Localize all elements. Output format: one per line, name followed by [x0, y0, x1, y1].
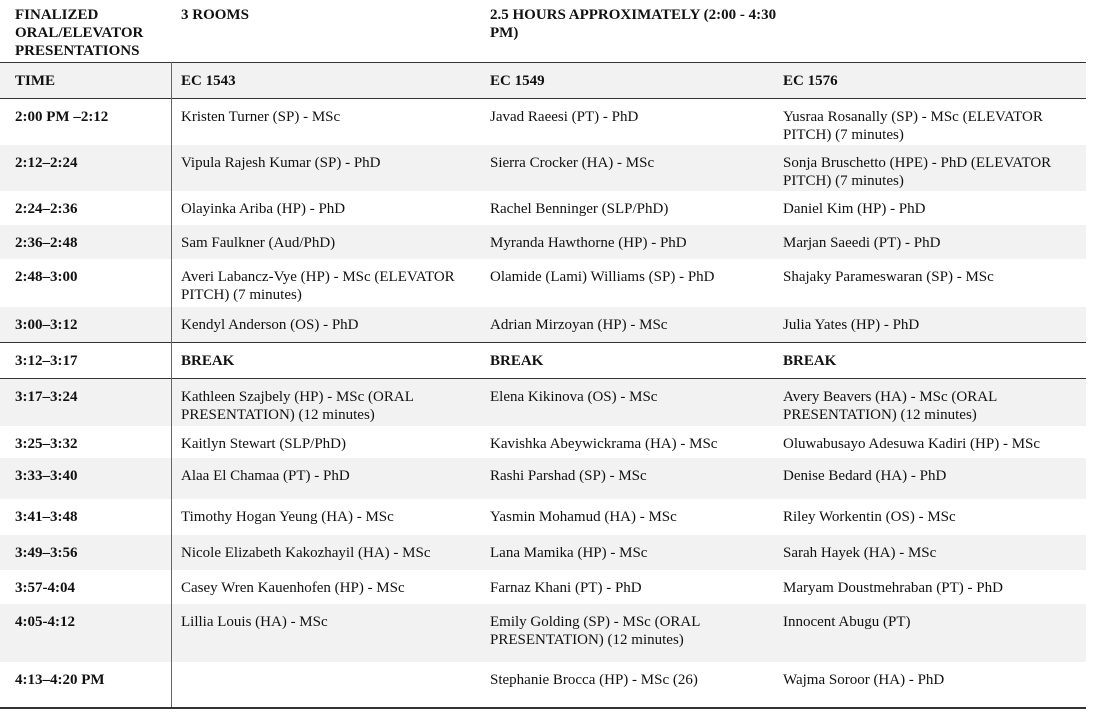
header-room-1: EC 1543: [181, 73, 236, 89]
room-3-cell: Riley Workentin (OS) - MSc: [783, 509, 956, 525]
table-row: [0, 535, 1086, 570]
room-3-cell: Sonja Bruschetto (HPE) - PhD (ELEVATOR PITCH) (7 minutes): [783, 155, 1052, 189]
table-row: [0, 499, 1086, 535]
table-row: [0, 604, 1086, 662]
room-3-cell: Denise Bedard (HA) - PhD: [783, 468, 947, 484]
table-row: [0, 342, 1086, 378]
time-cell: 3:00–3:12: [15, 317, 78, 333]
room-2-cell: Rachel Benninger (SLP/PhD): [490, 201, 669, 217]
column-divider: [171, 62, 172, 708]
header-room-3: EC 1576: [783, 73, 838, 89]
time-cell: 3:33–3:40: [15, 468, 78, 484]
room-3-cell: Daniel Kim (HP) - PhD: [783, 201, 926, 217]
room-1-cell: Averi Labancz-Vye (HP) - MSc (ELEVATOR PITCH) (7 minutes): [181, 269, 455, 303]
room-3-cell: Sarah Hayek (HA) - MSc: [783, 545, 937, 561]
room-1-cell: Casey Wren Kauenhofen (HP) - MSc: [181, 580, 405, 596]
room-3-cell: Oluwabusayo Adesuwa Kadiri (HP) - MSc: [783, 436, 1041, 452]
room-1-cell: Olayinka Ariba (HP) - PhD: [181, 201, 346, 217]
room-2-cell: Emily Golding (SP) - MSc (ORAL PRESENTATION) (12 minutes): [490, 614, 700, 648]
room-3-cell: Shajaky Parameswaran (SP) - MSc: [783, 269, 994, 285]
room-1-cell: Sam Faulkner (Aud/PhD): [181, 235, 336, 251]
room-2-cell: Adrian Mirzoyan (HP) - MSc: [490, 317, 668, 333]
room-3-cell: Avery Beavers (HA) - MSc (ORAL PRESENTATION) (12 minutes): [783, 389, 997, 423]
header-room-2: EC 1549: [490, 73, 545, 89]
room-1-cell: Alaa El Chamaa (PT) - PhD: [181, 468, 350, 484]
time-cell: 4:05-4:12: [15, 614, 75, 630]
room-1-cell: Kristen Turner (SP) - MSc: [181, 109, 341, 125]
room-2-cell: Elena Kikinova (OS) - MSc: [490, 389, 658, 405]
time-cell: 2:48–3:00: [15, 269, 78, 285]
room-2-cell: Lana Mamika (HP) - MSc: [490, 545, 648, 561]
room-2-cell: Myranda Hawthorne (HP) - PhD: [490, 235, 687, 251]
time-cell: 2:12–2:24: [15, 155, 78, 171]
table-row: [0, 570, 1086, 604]
document-title: FINALIZED ORAL/ELEVATOR PRESENTATIONS: [15, 7, 144, 59]
room-2-cell: Javad Raeesi (PT) - PhD: [490, 109, 639, 125]
room-3-cell: Innocent Abugu (PT): [783, 614, 911, 630]
table-row: [0, 98, 1086, 145]
time-cell: 3:57-4:04: [15, 580, 75, 596]
room-1-cell: Nicole Elizabeth Kakozhayil (HA) - MSc: [181, 545, 431, 561]
time-cell: 2:00 PM –2:12: [15, 109, 109, 125]
time-cell: 3:49–3:56: [15, 545, 78, 561]
time-cell: 2:36–2:48: [15, 235, 78, 251]
room-2-cell: Stephanie Brocca (HP) - MSc (26): [490, 672, 698, 688]
table-row: [0, 191, 1086, 225]
table-row: [0, 225, 1086, 259]
room-2-cell: Rashi Parshad (SP) - MSc: [490, 468, 647, 484]
room-2-cell: Olamide (Lami) Williams (SP) - PhD: [490, 269, 715, 285]
room-1-cell: Kaitlyn Stewart (SLP/PhD): [181, 436, 346, 452]
room-3-cell: Yusraa Rosanally (SP) - MSc (ELEVATOR PITCH) (7 minutes): [783, 109, 1043, 143]
time-cell: 3:41–3:48: [15, 509, 78, 525]
room-2-cell: Kavishka Abeywickrama (HA) - MSc: [490, 436, 718, 452]
table-header-row: [0, 62, 1086, 98]
room-2-cell: Farnaz Khani (PT) - PhD: [490, 580, 642, 596]
room-2-cell: Yasmin Mohamud (HA) - MSc: [490, 509, 677, 525]
room-1-cell: Vipula Rajesh Kumar (SP) - PhD: [181, 155, 381, 171]
room-1-cell: BREAK: [181, 353, 235, 369]
room-3-cell: Maryam Doustmehraban (PT) - PhD: [783, 580, 1003, 596]
table-row: [0, 307, 1086, 342]
table-row: [0, 378, 1086, 426]
room-1-cell: Kathleen Szajbely (HP) - MSc (ORAL PRESENTATION) (12 minutes): [181, 389, 414, 423]
table-row: [0, 145, 1086, 191]
table-row: [0, 259, 1086, 307]
table-bottom-border: [0, 707, 1086, 709]
rooms-count: 3 ROOMS: [181, 7, 249, 23]
room-1-cell: Kendyl Anderson (OS) - PhD: [181, 317, 359, 333]
table-row: [0, 458, 1086, 499]
room-3-cell: Wajma Soroor (HA) - PhD: [783, 672, 945, 688]
time-cell: 3:17–3:24: [15, 389, 78, 405]
schedule-table: [0, 62, 1086, 708]
room-3-cell: Marjan Saeedi (PT) - PhD: [783, 235, 941, 251]
time-cell: 2:24–2:36: [15, 201, 78, 217]
room-2-cell: Sierra Crocker (HA) - MSc: [490, 155, 655, 171]
room-1-cell: Lillia Louis (HA) - MSc: [181, 614, 328, 630]
room-2-cell: BREAK: [490, 353, 544, 369]
duration-note: 2.5 HOURS APPROXIMATELY (2:00 - 4:30 PM): [490, 7, 777, 41]
room-3-cell: Julia Yates (HP) - PhD: [783, 317, 920, 333]
room-3-cell: BREAK: [783, 353, 837, 369]
room-1-cell: Timothy Hogan Yeung (HA) - MSc: [181, 509, 394, 525]
table-row: [0, 662, 1086, 708]
header-time: TIME: [15, 73, 56, 89]
time-cell: 4:13–4:20 PM: [15, 672, 105, 688]
time-cell: 3:12–3:17: [15, 353, 78, 369]
time-cell: 3:25–3:32: [15, 436, 78, 452]
table-row: [0, 426, 1086, 458]
